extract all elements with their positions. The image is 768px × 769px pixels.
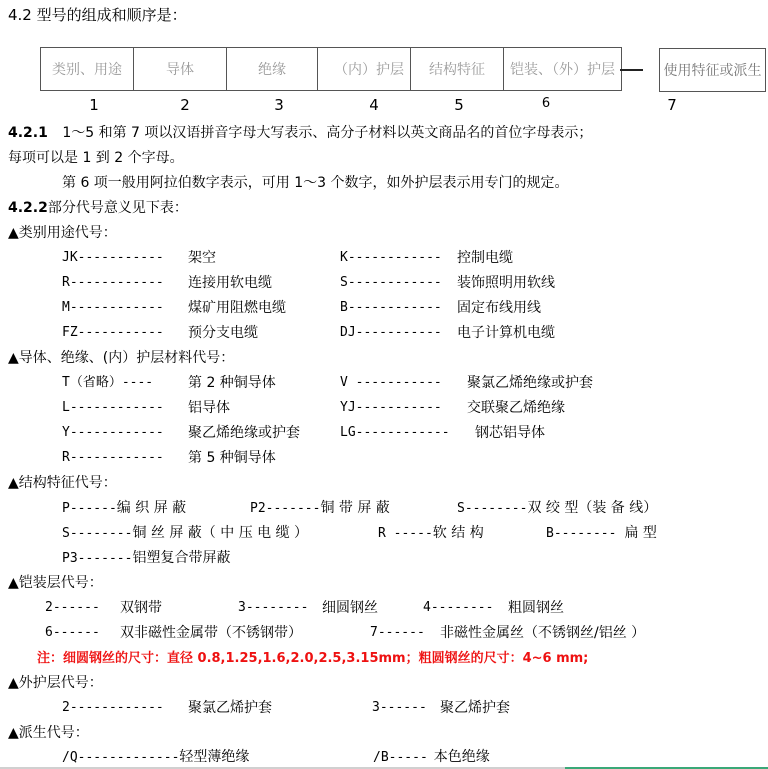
derivative-code: /Q------------- (62, 750, 180, 765)
structure-row-1c (457, 499, 657, 518)
category-code: JK----------- (62, 250, 164, 265)
section-title-4-2: 4.2 型号的组成和顺序是： (8, 6, 187, 24)
armor-meaning: 双非磁性金属带（不锈钢带） (120, 625, 302, 641)
category-code: DJ----------- (340, 325, 442, 340)
material-code: R------------ (62, 450, 164, 465)
diagram-cell-1: 类别、用途 (41, 48, 134, 90)
category-meaning: 架空 (188, 250, 216, 266)
material-meaning: 第 2 种铜导体 (188, 375, 276, 391)
derivative-meaning: 本色绝缘 (433, 749, 490, 765)
structure-meaning: 编 织 屏 蔽 (116, 500, 187, 516)
derivative-row-q (62, 748, 249, 767)
structure-meaning: 软 结 构 (432, 525, 484, 541)
section-4-2-2 (8, 199, 188, 217)
diagram-cell-3: 绝缘 (227, 48, 318, 90)
section-4-2-1-line2: 每项可以是 1 到 2 个字母。 (8, 150, 184, 166)
structure-code: B-------- (546, 526, 617, 541)
outer-sheath-meaning: 聚乙烯护套 (440, 700, 510, 716)
derivative-codes-heading: ▲派生代号： (8, 725, 89, 741)
section-number: 4.2.2 (8, 200, 48, 216)
material-codes-heading: ▲导体、绝缘、(内）护层材料代号： (8, 350, 235, 366)
outer-sheath-code: 3------ (372, 700, 427, 715)
structure-meaning: 扁 型 (624, 525, 657, 541)
structure-code: S-------- (457, 501, 528, 516)
armor-meaning: 细圆钢丝 (322, 600, 378, 616)
outer-sheath-codes-heading: ▲外护层代号： (8, 675, 103, 691)
paragraph-text: 1～5 和第 7 项以汉语拼音字母大写表示、高分子材料以英文商品名的首位字母表示； (62, 125, 593, 141)
armor-code: 3-------- (238, 600, 309, 615)
armor-meaning: 双钢带 (120, 600, 162, 616)
structure-row-3 (62, 549, 230, 568)
diagram-cell-2: 导体 (134, 48, 227, 90)
diagram-connector-line (620, 69, 643, 71)
diagram-number-2: 2 (180, 96, 190, 114)
outer-sheath-code: 2------------ (62, 700, 164, 715)
armor-code: 7------ (370, 625, 425, 640)
structure-code: S-------- (62, 526, 133, 541)
category-meaning: 连接用软电缆 (188, 275, 272, 291)
structure-row-2c (546, 524, 657, 543)
structure-row-1b (250, 499, 390, 518)
material-code: V ----------- (340, 375, 442, 390)
category-code: FZ----------- (62, 325, 164, 340)
material-meaning: 交联聚乙烯绝缘 (467, 400, 565, 416)
material-code: T（省略）---- (62, 375, 154, 390)
armor-size-note: 注：细圆钢丝的尺寸：直径 0.8,1.25,1.6,2.0,2.5,3.15mm；粗圆钢丝的尺寸：4~6 mm; (37, 651, 589, 666)
material-meaning: 聚乙烯绝缘或护套 (188, 425, 300, 441)
derivative-row-b (373, 748, 490, 767)
category-meaning: 煤矿用阻燃电缆 (188, 300, 286, 316)
category-meaning: 控制电缆 (457, 250, 513, 266)
structure-row-2b (378, 524, 484, 543)
structure-meaning: 铝塑复合带屏蔽 (132, 550, 231, 566)
diagram-number-3: 3 (274, 96, 284, 114)
diagram-number-7: 7 (667, 96, 677, 114)
structure-meaning: 双 绞 型（装 备 线） (527, 500, 658, 516)
material-code: YJ----------- (340, 400, 442, 415)
armor-code: 2------ (45, 600, 100, 615)
category-code: K------------ (340, 250, 442, 265)
structure-meaning: 铜 丝 屏 蔽（ 中 压 电 缆 ） (132, 525, 309, 541)
diagram-number-5: 5 (454, 96, 464, 114)
category-meaning: 装饰照明用软线 (457, 275, 555, 291)
diagram-cell-4: （内）护层 (318, 48, 411, 90)
category-meaning: 预分支电缆 (188, 325, 258, 341)
category-meaning: 电子计算机电缆 (457, 325, 555, 341)
material-meaning: 第 5 种铜导体 (188, 450, 276, 466)
category-code: M------------ (62, 300, 164, 315)
diagram-number-6: 6 (541, 96, 551, 111)
category-codes-heading: ▲类别用途代号： (8, 225, 117, 241)
section-number: 4.2.1 (8, 125, 48, 141)
diagram-number-1: 1 (89, 96, 99, 114)
material-meaning: 铝导体 (188, 400, 230, 416)
structure-row-2 (62, 524, 308, 543)
armor-meaning: 非磁性金属丝（不锈钢丝/铝丝 ） (440, 625, 646, 641)
armor-meaning: 粗圆钢丝 (508, 600, 564, 616)
diagram-number-4: 4 (369, 96, 379, 114)
structure-code: P2------- (250, 501, 321, 516)
armor-codes-heading: ▲铠装层代号： (8, 575, 103, 591)
paragraph-text: 部分代号意义见下表： (47, 200, 188, 216)
derivative-meaning: 轻型薄绝缘 (179, 749, 250, 765)
structure-code: R ----- (378, 526, 433, 541)
category-code: R------------ (62, 275, 164, 290)
outer-sheath-meaning: 聚氯乙烯护套 (188, 700, 272, 716)
section-4-2-1-line3: 第 6 项一般用阿拉伯数字表示，可用 1～3 个数字，如外护层表示用专门的规定。 (62, 175, 569, 191)
section-4-2-1-line1 (8, 124, 592, 142)
diagram-cell-6: 铠装、（外）护层 (510, 62, 615, 78)
structure-meaning: 铜 带 屏 蔽 (320, 500, 390, 516)
armor-code: 4-------- (423, 600, 494, 615)
diagram-cell-7: 使用特征或派生 (659, 48, 766, 92)
category-meaning: 固定布线用线 (457, 300, 541, 316)
structure-code: P3------- (62, 551, 133, 566)
derivative-code: /B----- (373, 750, 428, 765)
model-composition-diagram (40, 47, 622, 91)
structure-row-1 (62, 499, 186, 518)
diagram-cell-5: 结构特征 (411, 48, 504, 90)
material-meaning: 钢芯铝导体 (475, 425, 545, 441)
armor-code: 6------ (45, 625, 100, 640)
category-code: S------------ (340, 275, 442, 290)
structure-code: P------ (62, 501, 117, 516)
material-code: LG------------ (340, 425, 450, 440)
material-code: Y------------ (62, 425, 164, 440)
material-meaning: 聚氯乙烯绝缘或护套 (467, 375, 593, 391)
category-code: B------------ (340, 300, 442, 315)
structure-codes-heading: ▲结构特征代号： (8, 475, 117, 491)
material-code: L------------ (62, 400, 164, 415)
